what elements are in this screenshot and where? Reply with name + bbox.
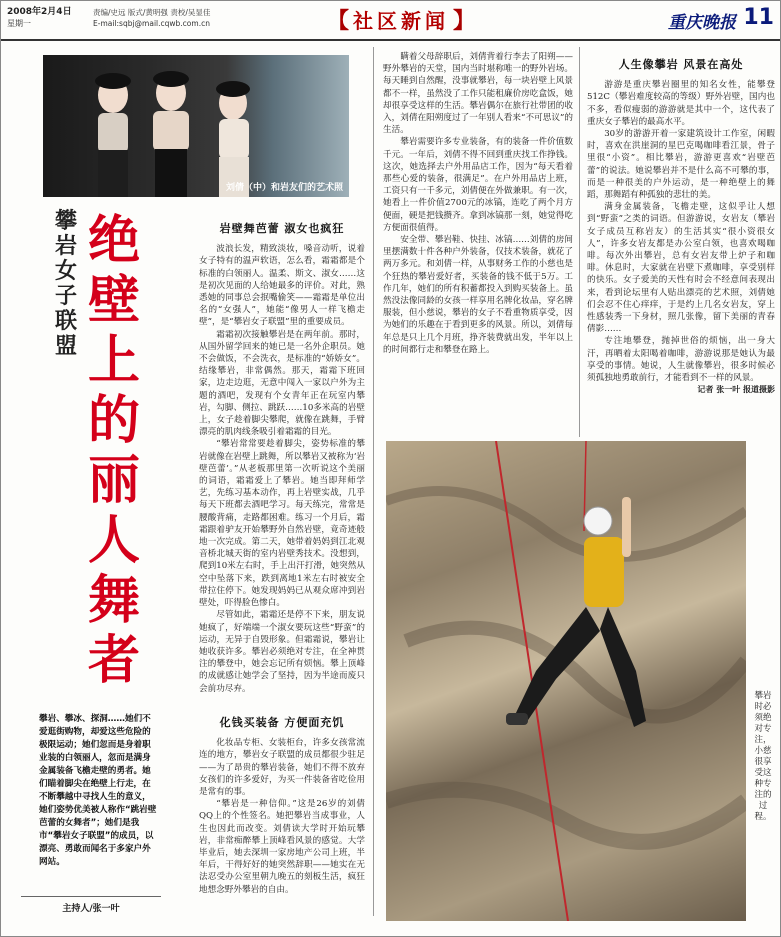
paragraph: 波浪长发，精致淡妆，嗓音动听，说着女子特有的温声软语，怎么看，霜霜都是个标准的白领丽人。温柔、斯文、淑女……这是初次见面的人给她最多的评价。对此，熟悉她的同事总会抿嘴偷笑——霜霜是单位出名的“女强人”，她能“像男人一样飞檐走壁”，是“攀岩女子联盟”里的重要成员。 [199,244,365,328]
staff-email: E-mail:sqbj@mail.cqwb.com.cn [93,19,210,28]
paragraph: 安全带、攀岩鞋、快挂、冰镐……刘倩的房间里摆满数十件各种户外装备，仅技术装备，就花了两万多元。和刘倩一样，从事财务工作的小慈也是个狂热的攀岩爱好者，买装备的钱不低于5万。工作几年，她们的所有积蓄都投入到购买装备上。虽然没法像同龄的女孩一样享用名牌化妆品，穿名牌服装，但小慈说，攀岩的女子不看重物质享受，因为她们的乐趣在于看到更多的风景。所以，刘倩每年总是只上几个月班，挣齐装费就出发，半年以上的时间都行走和攀登在路上。 [383,235,573,355]
section-title [323,5,479,33]
column-rule [579,47,580,437]
paragraph: 攀岩需要许多专业装备，有的装备一件价值数千元。一年后，刘倩不得不回到重庆找工作挣钱。这次，她选择去户外用品店工作，因为“每天看着那些心爱的装备，很满足”。在户外用品店上班，工资只有一千多元，刘倩便在外做兼职。有一次，她看上一件价值2700元的冰镐，连吃了两个月方便面，硬是把钱攒齐。拿到冰镐那一刻，她觉得吃方便面很值得。 [383,137,573,233]
bracket-left: 【 [327,8,350,34]
art-photo-figures [43,55,349,197]
climbing-photo-caption: 攀岩时必须绝对专注，小慈很享受这种专注的过程。 [754,691,772,822]
art-photo [43,55,349,197]
masthead [1,1,781,41]
bracket-right: 】 [453,8,476,34]
intro-blurb: 攀岩、攀冰、探洞……她们不爱逛街购物，却爱这些危险的极限运动；她们忽而是身着职业装的白领丽人，忽而是满身金属装备飞檐走壁的勇者。她们瞄着脚尖在绝壁上行走，在不断攀越中寻找人生的意义，她们姿势优美被人称作“跳岩壁芭蕾的女舞者”；她们是我市“攀岩女子联盟”的成员，以漂亮、勇敢而闻名于多家户外网站。 [39,714,157,867]
article-col3 [587,55,775,435]
subhead-1: 岩壁舞芭蕾 淑女也疯狂 [219,222,345,235]
article-col1 [199,219,365,699]
paragraph: 满身金属装备，飞檐走壁，这似乎让人想到“野蛮”之类的词语。但游游说，女岩友（攀岩女子成员互称岩友）的生活其实“很小资很女人”，许多女岩友都是办公室白领，也喜欢喝咖啡。每次外出攀岩，总有女岩友带上炉子和咖啡。休息时，大家就在岩壁下煮咖啡，享受别样的快乐。女子爱美的天性有时会不经意间表现出来，看到论坛里有人贴出漂亮的艺术照，刘倩她们会忍不住心痒痒，于是约上几名女岩友，穿上性感装秀一下身材，照几张像，留下美丽的青春倩影…… [587,202,775,335]
staff-credits: 责编/史远 版式/黄明强 责校/吴显佳 [93,8,211,17]
paragraph: “攀岩常常要趁着脚尖，姿势标准的攀岩就像在岩壁上跳舞，所以攀岩又被称为‘岩壁芭蕾’。”从老板那里第一次听说这个美丽的词语，霜霜爱上了攀岩。她当即拜师学艺，先练习基本动作，再上岩壁实战，几乎每天下班都去酒吧学习。每天练完，常常是腰酸背痛，走路都困难。练习一个月后，霜霜跟着驴友开始攀野外自然岩壁，竟奇迹般地一次完成。第二天，她带着妈妈到江北观音桥北城天街的室内岩壁秀技术。没想到，爬到10米左右时，手上出汗打滑，她突然从空中坠落下来，跌到离地1米左右时被安全带拉住停下。她发现妈妈已从观众席冲到岩壁处，吓得脸色惨白。 [199,439,365,609]
article-col2 [383,51,573,436]
masthead-staff [93,7,210,29]
paragraph: 化妆品专柜、女装柜台，许多女孩常流连的地方，攀岩女子联盟的成员都很少驻足——为了昂贵的攀岩装备，她们不得不放弃女孩们的许多爱好，为买一件装备省吃俭用是常有的事。 [199,738,365,798]
headline-kicker: 攀岩女子联盟 [54,209,77,359]
page-number: 11 [743,5,774,30]
paragraph: 专注地攀登，抛掉世俗的烦恼，出一身大汗，再晒着太阳喝着咖啡，游游说那是她认为最享受的事情。她说，人生就像攀岩，很多时候必须孤独地勇敢前行，才能看到不一样的风景。 [587,336,775,384]
climber [506,497,646,727]
paragraph: 霜霜初次接触攀岩是在两年前。那时，从国外留学回来的她已是一名外企职员。她不会做饭，不会洗衣，是标准的“娇娇女”。结缘攀岩，非常偶然。那天，霜霜下班回家，边走边逛，无意中闯入一家以户外为主题的酒吧，发现有个女青年正在玩室内攀岩，勾脚、侧拉、跳跃……10多米高的岩壁上，女子趁着脚尖攀爬，就像在跳舞，手臂漂亮的肌肉线条吸引着霜霜的目光。 [199,329,365,438]
section-name: 社区新闻 [353,8,450,33]
paper-logo: 重庆晚报 [668,13,736,33]
climbing-photo [386,441,746,921]
main-headline: 绝壁上的丽人舞者 [87,211,140,691]
date-text: 2008年2月4日 [7,7,72,17]
article-col1b [199,713,365,918]
paragraph: “攀岩是一种信仰。”这是26岁的刘倩QQ上的个性签名。她把攀岩当成事业，人生也因此而改变。刘倩读大学时开始玩攀岩，非常痴醉攀上顶峰看风景的感觉。大学毕业后，她去深圳一家房地产公司上班，半年后，干得好好的她突然辞职——她实在无法忍受办公室里朝九晚五的刻板生活，疯狂地想念野外攀岩的自由。 [199,799,365,895]
column-rule [373,47,374,916]
paragraph: 瞒着父母辞职后，刘倩背着行李去了阳朔——野外攀岩的天堂，国内当时堪称唯一的野外岩场。每天睡到自然醒，没事就攀岩，每一块岩壁上风景都不一样，虽然没了工作只能租廉价房吃盒饭，她却很享受这样的生活。攀岩偶尔在旅行社带团的收入，刘倩在阳朔度过了一年别人看来“不可思议”的生活。 [383,52,573,136]
subhead-3: 人生像攀岩 风景在高处 [618,58,744,71]
art-photo-caption: 刘倩（中）和岩友们的艺术照 [225,183,343,193]
host-credit: 主持人/张一叶 [21,896,161,914]
masthead-date [7,7,72,29]
byline: 记者 张一叶 报道摄影 [697,385,775,395]
paragraph: 尽管如此，霜霜还是停不下来，朋友说她疯了，好端端一个淑女要玩这些“野蛮”的运动，无异于自毁形象。但霜霜说，攀岩让她收获许多。攀岩必须绝对专注，在全神贯注的攀登中，她会忘记所有烦恼。攀上顶峰的成就感让她学会了坚持，因为半途而废只会前功尽弃。 [199,610,365,694]
weekday-text: 星期一 [7,19,31,28]
paragraph: 30岁的游游开着一家建筑设计工作室，闲暇时，喜欢在洪崖洞的星巴克喝咖啡看江景，骨子里很“小资”。相比攀岩，游游更喜欢“岩壁芭蕾”的说法。她说攀岩并不是什么高不可攀的事，而是一种很美的户外运动，是一种绝壁上的舞蹈，那舞蹈有种孤独的悲壮的美。 [587,129,775,201]
subhead-2: 化钱买装备 方便面充饥 [219,716,345,729]
paragraph: 游游是重庆攀岩圈里的知名女性，能攀登512C（攀岩难度较高的等级）野外岩壁，国内也不多，看似瘦弱的游游就是其中一个，这代表了重庆女子攀岩的最高水平。 [587,80,775,127]
climbing-scene [386,441,746,921]
